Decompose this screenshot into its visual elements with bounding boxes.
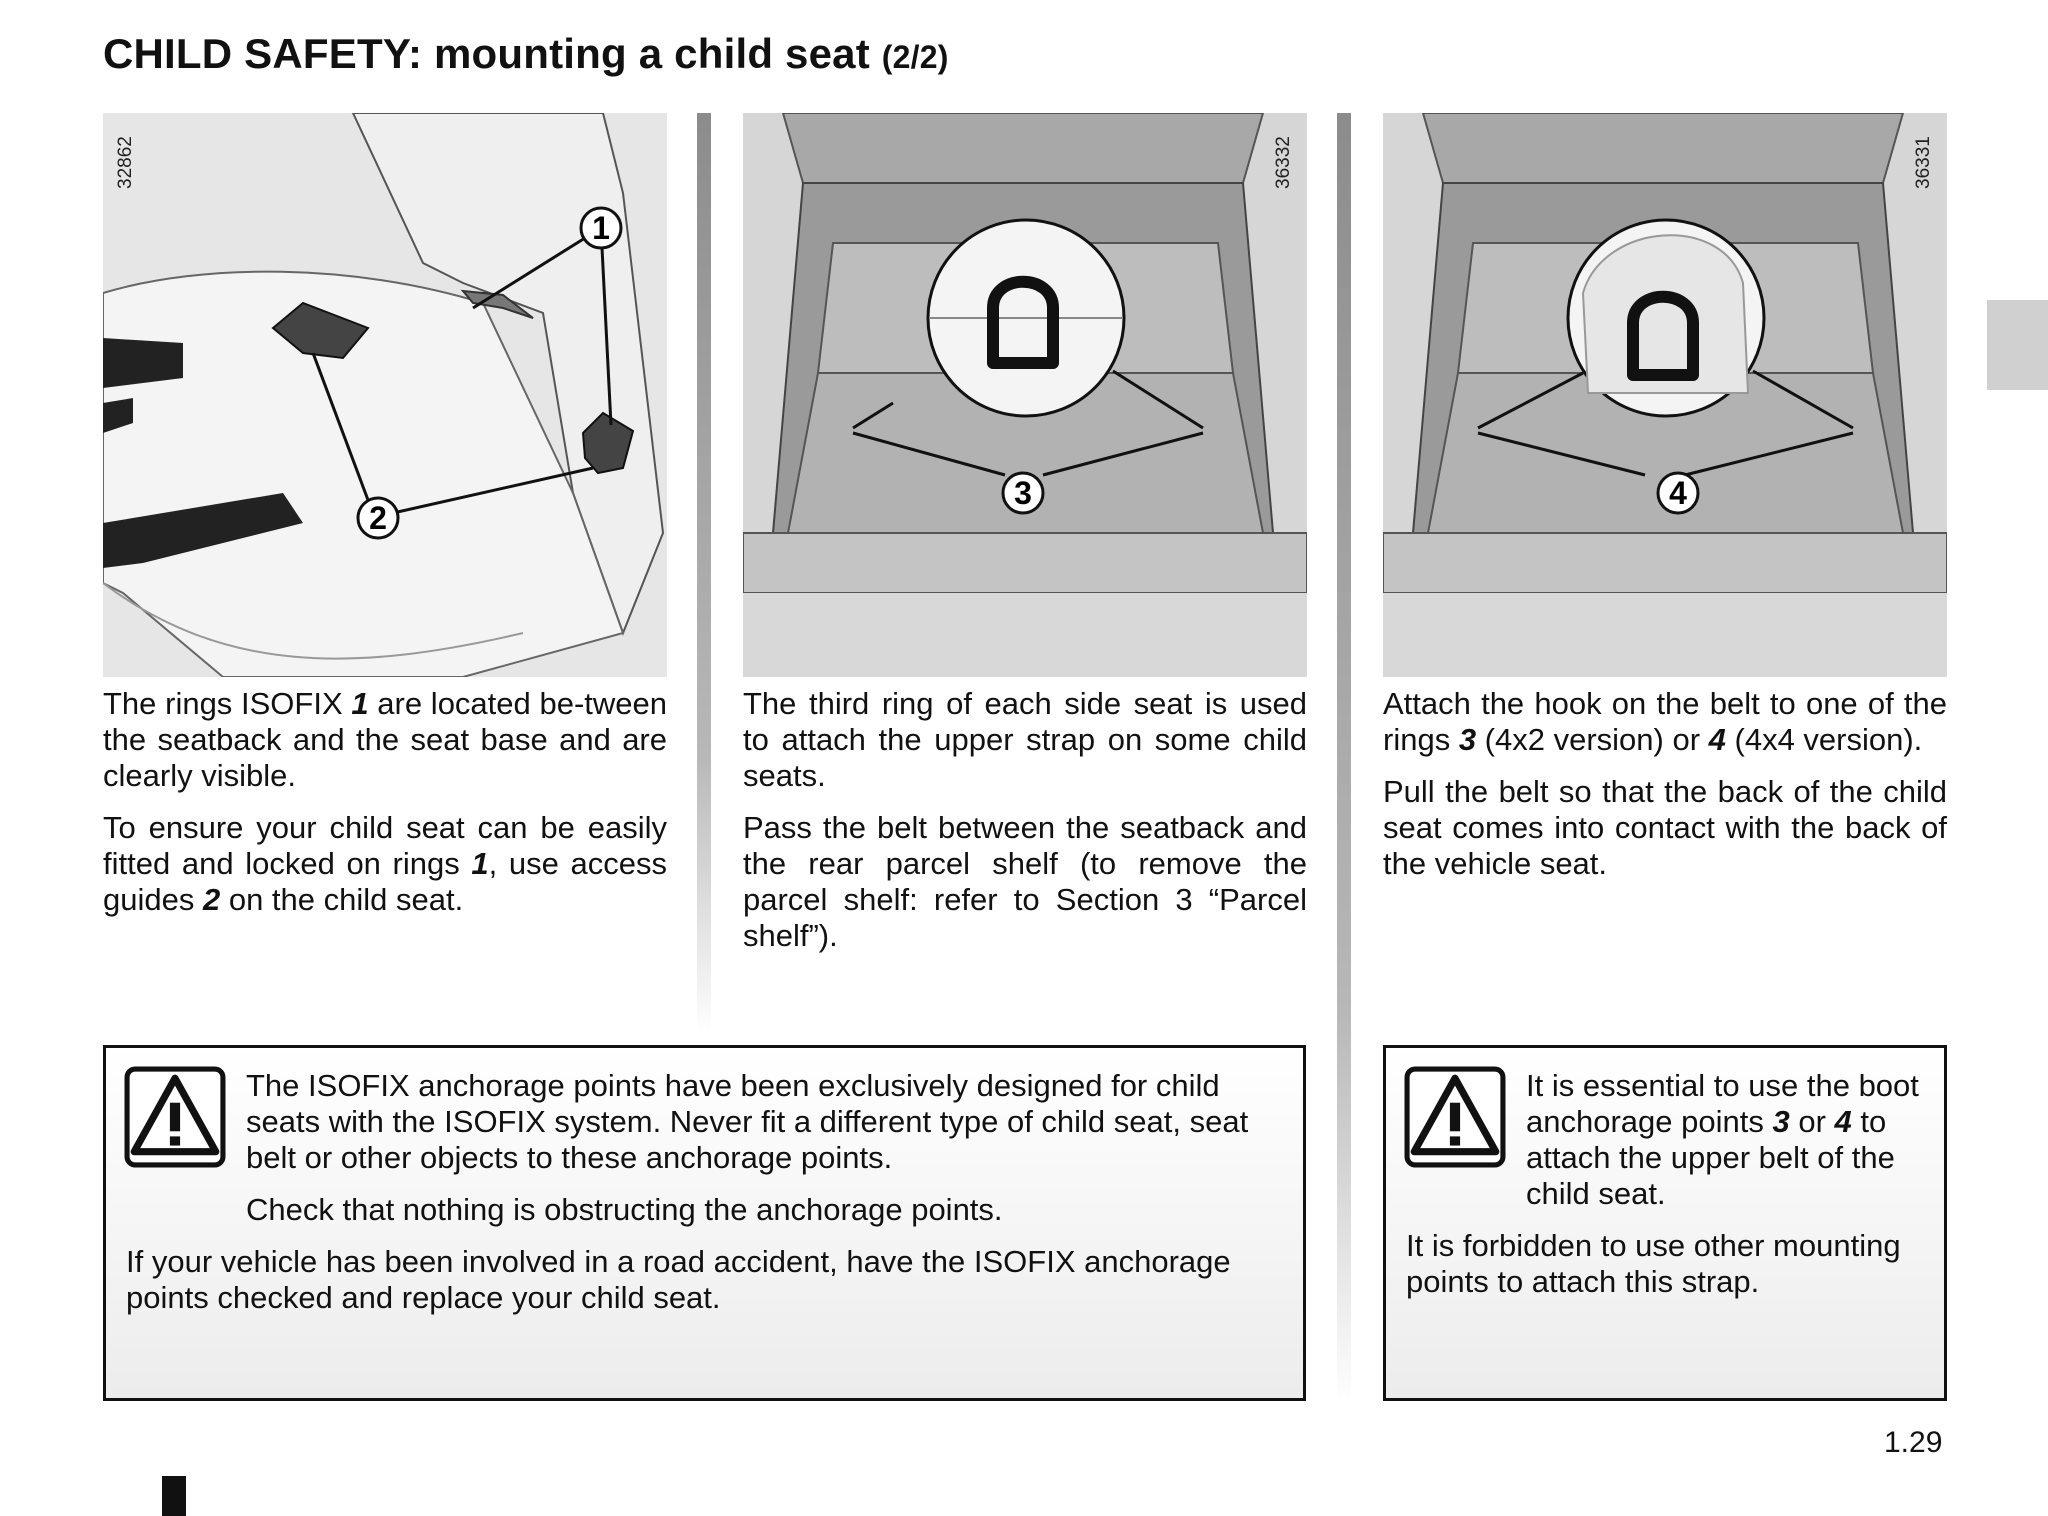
warning-triangle-icon	[124, 1066, 226, 1168]
page-title	[103, 30, 949, 78]
figure-id: 36332	[1273, 136, 1294, 189]
warning-left-paragraph-1: The ISOFIX anchorage points have been exclusively designed for child seats with the ISOFIX system. Never fit a different type of child seat, seat belt or other objects to these anchorage points.	[246, 1068, 1249, 1175]
col1-paragraph-2: To ensure your child seat can be easily fitted and locked on rings 1, use access guides 2 on the child seat.	[103, 810, 667, 917]
page-title-suffix: (2/2)	[881, 39, 949, 75]
column-1-text	[103, 686, 667, 934]
warning-left-paragraph-2: Check that nothing is obstructing the anchorage points.	[246, 1192, 1003, 1227]
col1-paragraph-1: The rings ISOFIX 1 are located be-tween the seatback and the seat base and are clearly visible.	[103, 686, 667, 793]
section-tab	[1987, 300, 2048, 390]
warning-right-paragraph-1: It is essential to use the boot anchorage points 3 or 4 to attach the upper belt of the child seat.	[1526, 1068, 1919, 1211]
callout-1: 1	[592, 210, 610, 246]
col3-paragraph-2: Pull the belt so that the back of the child seat comes into contact with the back of the vehicle seat.	[1383, 774, 1947, 881]
warning-left-paragraph-3: If your vehicle has been involved in a road accident, have the ISOFIX anchorage points checked and replace your child seat.	[126, 1244, 1231, 1315]
isofix-seat-illustration	[103, 113, 667, 677]
boot-4x2-illustration	[743, 113, 1307, 677]
figure-boot-ring-3	[743, 113, 1307, 677]
col2-paragraph-2: Pass the belt between the seatback and the rear parcel shelf (to remove the parcel shelf: refer to Section 3 “Parcel shelf”).	[743, 810, 1307, 953]
figure-id: 36331	[1913, 136, 1934, 189]
warning-right-paragraph-2: It is forbidden to use other mounting points to attach this strap.	[1406, 1228, 1901, 1299]
boot-4x4-illustration	[1383, 113, 1947, 677]
column-3-text	[1383, 686, 1947, 898]
callout-3: 3	[1014, 475, 1032, 511]
figure-boot-ring-4	[1383, 113, 1947, 677]
figure-id: 32862	[115, 136, 136, 189]
warning-box-strap	[1383, 1045, 1947, 1401]
page-number: 1.29	[1884, 1426, 1943, 1459]
warning-triangle-icon	[1404, 1066, 1506, 1168]
column-separator	[1337, 113, 1351, 1403]
print-mark	[162, 1476, 186, 1516]
column-separator	[697, 113, 711, 1035]
page-title-main: CHILD SAFETY: mounting a child seat	[103, 30, 870, 77]
column-2-text	[743, 686, 1307, 970]
col2-paragraph-1: The third ring of each side seat is used to attach the upper strap on some child seats.	[743, 686, 1307, 793]
col3-paragraph-1: Attach the hook on the belt to one of the rings 3 (4x2 version) or 4 (4x4 version).	[1383, 686, 1947, 757]
figure-isofix-rings	[103, 113, 667, 677]
warning-box-isofix	[103, 1045, 1306, 1401]
callout-4: 4	[1669, 475, 1687, 511]
callout-2: 2	[369, 500, 387, 536]
